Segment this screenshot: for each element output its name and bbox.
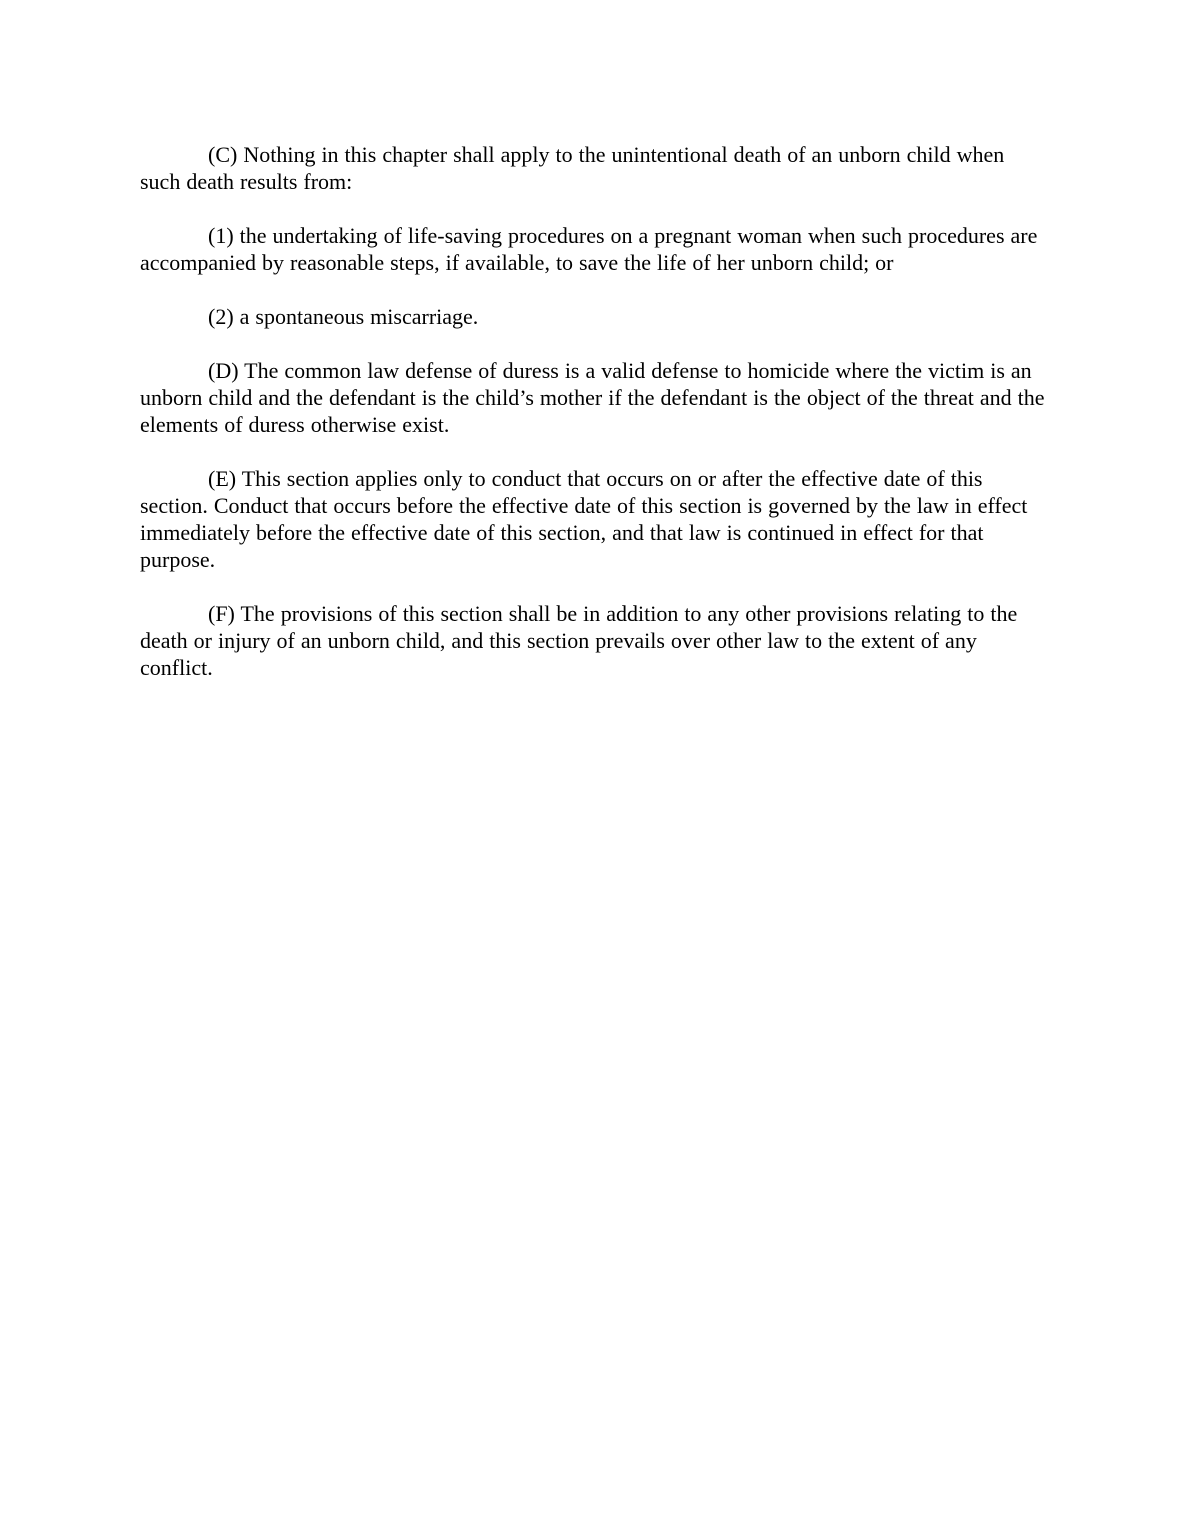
- paragraph-f: (F) The provisions of this section shall be in addition to any other provisions relating to the death or injury of an unborn child, and this section prevails over other law to the extent of any conflict.: [140, 601, 1018, 680]
- paragraph-c: (C) Nothing in this chapter shall apply to the unintentional death of an unborn child when such death results from:: [140, 142, 1005, 194]
- paragraph-2: (2) a spontaneous miscarriage.: [208, 304, 479, 329]
- paragraph-1: (1) the undertaking of life-saving procedures on a pregnant woman when such procedures are accompanied by reasonable steps, if available, to save the life of her unborn child; or: [140, 223, 1038, 275]
- document-body: [140, 141, 1047, 681]
- paragraph-d: (D) The common law defense of duress is a valid defense to homicide where the victim is an unborn child and the defendant is the child’s mother if the defendant is the object of the threat and the elements of duress otherwise exist.: [140, 358, 1045, 437]
- paragraph-e: (E) This section applies only to conduct that occurs on or after the effective date of this section. Conduct that occurs before the effective date of this section is governed by the law in effect immediately before the effective date of this section, and that law is continued in effect for that purpose.: [140, 466, 1028, 572]
